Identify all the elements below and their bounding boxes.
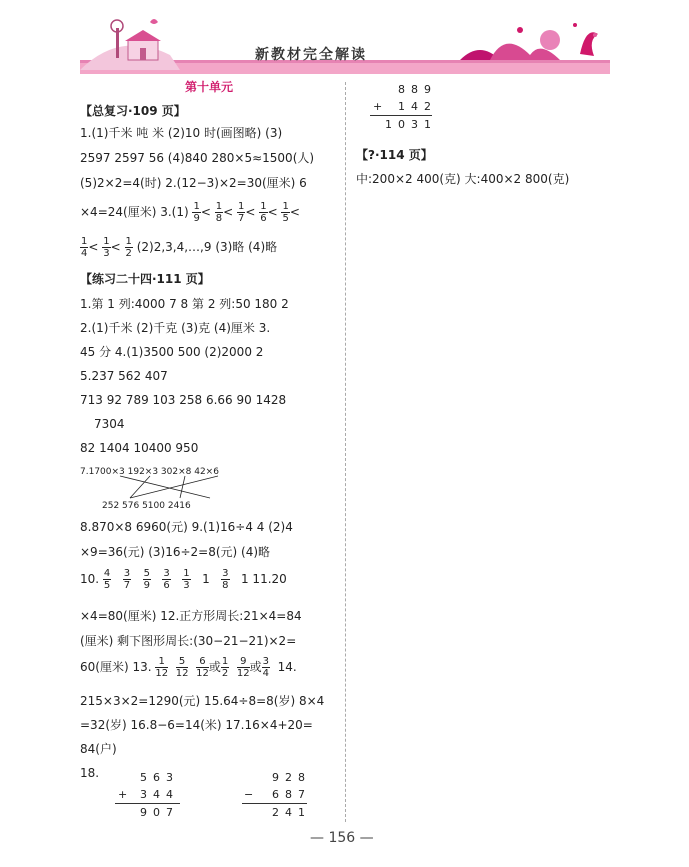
calc-rule bbox=[370, 115, 432, 116]
answer-line: 1.第 1 列:4000 7 8 第 2 列:50 180 2 bbox=[80, 297, 289, 311]
fraction: $\frac{1}{6}$ bbox=[260, 201, 267, 224]
answer-text: 10. bbox=[80, 572, 100, 586]
calc-rule bbox=[242, 803, 307, 804]
fraction: $\frac{3}{7}$ bbox=[123, 568, 131, 591]
fraction: $\frac{1}{2}$ bbox=[221, 656, 229, 679]
fraction: $\frac{1}{7}$ bbox=[237, 201, 245, 224]
answer-text: (2)2,3,4,…,9 (3)略 (4)略 bbox=[136, 240, 278, 254]
fraction: $\frac{5}{12}$ bbox=[175, 656, 189, 679]
answer-line: 713 92 789 103 258 6.66 90 1428 bbox=[80, 393, 287, 407]
fraction: $\frac{1}{12}$ bbox=[155, 656, 169, 679]
answer-line: 82 1404 10400 950 bbox=[80, 441, 199, 455]
answer-line: 2597 2597 56 (4)840 280×5≈1500(人) bbox=[80, 151, 315, 165]
answer-text: 14. bbox=[277, 660, 297, 674]
calc-operator: + bbox=[373, 100, 389, 113]
fraction: $\frac{6}{12}$ bbox=[196, 656, 209, 679]
fraction: $\frac{5}{9}$ bbox=[143, 568, 150, 591]
calc-operator: + bbox=[118, 788, 134, 801]
unit-title: 第十单元 bbox=[185, 80, 234, 94]
fraction: $\frac{3}{6}$ bbox=[163, 568, 170, 591]
answer-line: ×4=80(厘米) 12.正方形周长:21×4=84 bbox=[80, 609, 302, 623]
answer-line: (厘米) 剩下图形周长:(30−21−21)×2= bbox=[80, 634, 297, 648]
calc-operator: − bbox=[244, 788, 260, 801]
calc-operand: 563 bbox=[140, 771, 179, 784]
answer-line: ×9=36(元) (3)16÷2=8(元) (4)略 bbox=[80, 545, 271, 559]
answer-line: (5)2×2=4(时) 2.(12−3)×2=30(厘米) 6 bbox=[80, 176, 307, 190]
calc-operand: 344 bbox=[140, 788, 179, 801]
fraction: $\frac{3}{8}$ bbox=[222, 568, 229, 591]
answer-line: $\frac{1}{4}$ < $\frac{1}{3}$ < $\frac{1}{2}$ (2)2,3,4,…,9 (3)略 (4)略 bbox=[81, 236, 278, 259]
column-divider bbox=[345, 82, 346, 822]
answer-text: 60(厘米) 13. bbox=[80, 660, 152, 674]
answer-line: 2.(1)千米 (2)千克 (3)克 (4)厘米 3. bbox=[80, 321, 271, 335]
fraction: $\frac{1}{3}$ bbox=[183, 568, 190, 591]
section-heading: 【练习二十四·111 页】 bbox=[80, 272, 210, 286]
fraction: $\frac{4}{5}$ bbox=[103, 568, 111, 591]
answer-line: =32(岁) 16.8−6=14(米) 17.16×4+20= bbox=[80, 718, 313, 732]
fraction: $\frac{9}{12}$ bbox=[236, 656, 250, 679]
fraction: $\frac{3}{4}$ bbox=[262, 656, 270, 679]
answer-line: 60(厘米) 13. $\frac{1}{12}$ $\frac{5}{12}$ $\frac{6}{12}$ 或 $\frac{1}{2}$ $\frac{9}{12}$ 或 $\frac{3}{4}$ 14. bbox=[80, 656, 297, 679]
calc-operand: 687 bbox=[272, 788, 311, 801]
fraction: $\frac{1}{4}$ bbox=[81, 236, 88, 259]
answer-text: 1 bbox=[202, 572, 210, 586]
page-number: — 156 — bbox=[310, 830, 374, 846]
header-banner bbox=[80, 10, 610, 76]
fraction: $\frac{1}{5}$ bbox=[282, 201, 289, 224]
calc-operand: 142 bbox=[398, 100, 437, 113]
fraction: $\frac{1}{9}$ bbox=[193, 201, 200, 224]
answer-line: 8.870×8 6960(元) 9.(1)16÷4 4 (2)4 bbox=[80, 520, 293, 534]
answer-line: 84(户) bbox=[80, 742, 117, 756]
calc-rule bbox=[115, 803, 180, 804]
calc-result: 1031 bbox=[385, 118, 437, 131]
answer-line: 1.(1)千米 吨 米 (2)10 时(画图略) (3) bbox=[80, 126, 283, 140]
answer-line: 中:200×2 400(克) 大:400×2 800(克) bbox=[356, 172, 570, 186]
fraction: $\frac{1}{3}$ bbox=[103, 236, 110, 259]
answer-line: 215×3×2=1290(元) 15.64÷8=8(岁) 8×4 bbox=[80, 694, 325, 708]
answer-line: ×4=24(厘米) 3.(1) $\frac{1}{9}$ < $\frac{1}{8}$ < $\frac{1}{7}$ < $\frac{1}{6}$ < $\frac{1}{5}$ < bbox=[80, 201, 300, 224]
header-title: 新教材完全解读 bbox=[255, 47, 367, 63]
calc-result: 241 bbox=[272, 806, 311, 819]
answer-line: 45 分 4.(1)3500 500 (2)2000 2 bbox=[80, 345, 264, 359]
fraction: $\frac{1}{2}$ bbox=[125, 236, 132, 259]
answer-line: 18. bbox=[80, 766, 100, 780]
answer-text: 1 11.20 bbox=[240, 572, 287, 586]
calc-operand: 928 bbox=[272, 771, 311, 784]
matching-bottom: 252 576 5100 2416 bbox=[102, 501, 191, 511]
section-heading: 【总复习·109 页】 bbox=[80, 104, 186, 118]
answer-line bbox=[80, 568, 287, 591]
matching-lines bbox=[100, 474, 240, 500]
calc-result: 907 bbox=[140, 806, 179, 819]
section-heading: 【?·114 页】 bbox=[356, 148, 433, 162]
calc-operand: 889 bbox=[398, 83, 437, 96]
answer-line: 7304 bbox=[94, 417, 125, 431]
matching-top: 7.1700×3 192×3 302×8 42×6 bbox=[80, 467, 219, 477]
fraction: $\frac{1}{8}$ bbox=[215, 201, 223, 224]
answer-line: 5.237 562 407 bbox=[80, 369, 168, 383]
answer-text: ×4=24(厘米) 3.(1) bbox=[80, 205, 189, 219]
